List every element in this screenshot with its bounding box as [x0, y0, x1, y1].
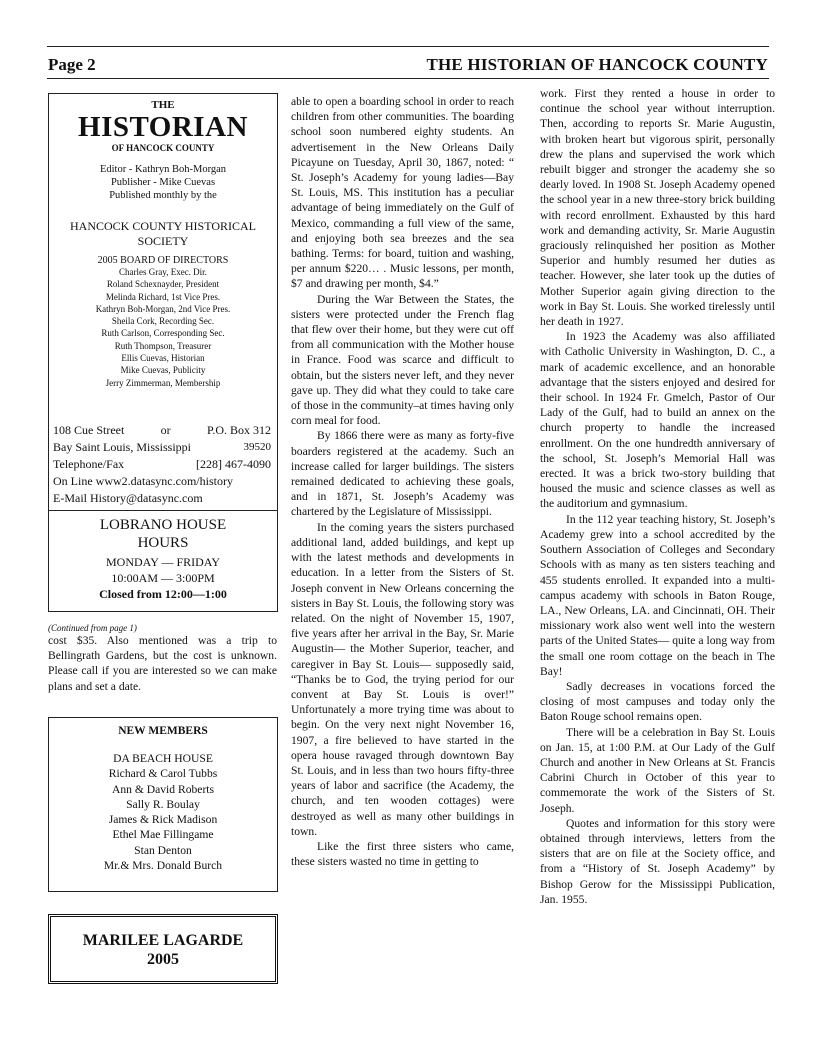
- member-name: Richard & Carol Tubbs: [108, 767, 218, 781]
- honoree-banner: [48, 914, 278, 984]
- continued-note: (Continued from page 1): [48, 623, 137, 633]
- hours-title-line-1: LOBRANO HOUSE: [99, 517, 227, 533]
- new-members-title: NEW MEMBERS: [118, 725, 208, 737]
- phone-row: [53, 456, 271, 473]
- article-column-3: [540, 86, 775, 907]
- board-member: Mike Cuevas, Publicity: [120, 365, 206, 376]
- hours-days: MONDAY — FRIDAY: [105, 555, 221, 569]
- board-member: Sheila Cork, Recording Sec.: [111, 316, 215, 327]
- member-name: Mr.& Mrs. Donald Burch: [103, 859, 223, 873]
- board-member: Melinda Richard, 1st Vice Pres.: [105, 291, 221, 302]
- board-member: Charles Gray, Exec. Dir.: [119, 267, 207, 277]
- phone-number: [228] 467-4090: [196, 457, 271, 471]
- hours-closed: Closed from 12:00—1:00: [99, 587, 227, 601]
- new-members-box: [48, 717, 278, 892]
- member-name: DA BEACH HOUSE: [113, 752, 213, 765]
- board-member: Jerry Zimmerman, Membership: [105, 377, 221, 388]
- article-paragraph: In the 112 year teaching history, St. Joseph’s Academy grew into a school accredited by the Southern Association of Colleges and Secondary Schools with as many as ten sisters teaching and 455 students enrolled. It expanded into a multi-campus academy with schools in Baton Rouge, LA., New Orleans, LA. and Cincinnati, OH. Their missionary work also went well into the western parts of the United States— quite a long way from the small one room cottage on the beach in The Bay!: [540, 512, 775, 678]
- city-row: [53, 439, 271, 456]
- article-paragraph: Quotes and information for this story were obtained through interviews, letters from the sisters that are on file at the Society office, and from a “History of St. Joseph Academy” by Bishop Gerow for the Mississippi Publication, Jan. 1955.: [540, 816, 775, 906]
- board-title: 2005 BOARD OF DIRECTORS: [97, 255, 229, 266]
- masthead-box: [48, 93, 278, 511]
- masthead-title: HISTORIAN: [78, 111, 248, 143]
- board-member: Ruth Thompson, Treasurer: [114, 340, 212, 351]
- header-bottom-rule: [47, 78, 769, 79]
- article-paragraph: work. First they rented a house in order to continue the school year without interruption. Then, according to reports Sr. Marie Augustin, with broken heart but vigorous spirit, personally drew the plans and supervised the work which rebuilt bigger and stronger the academy she so dearly loved. In 1908 St. Joseph Academy opened the school year in a new three-story brick building with record enrollment. Exhausted by this hard work and demanding activity, Sr. Marie Augustin graciously relinquished her position as Mother Superior and humbly resumed her duties as teacher. However, she later took up the duties of Mother Superior again giving direction to the work in Bay St. Louis. She worked tirelessly until her death in 1927.: [540, 87, 775, 329]
- article-paragraph: Sadly decreases in vocations forced the closing of most campuses and today only the Baton Rouge school remains open.: [540, 679, 775, 724]
- page-number: Page 2: [48, 55, 96, 74]
- member-name: Sally R. Boulay: [126, 797, 200, 811]
- article-paragraph: Like the first three sisters who came, these sisters wasted no time in getting to: [291, 839, 514, 869]
- po-box: P.O. Box 312: [206, 423, 271, 437]
- address-row: [53, 422, 271, 439]
- hours-title: [49, 516, 277, 552]
- article-paragraph: In the coming years the sisters purchased additional land, added buildings, and kept up with the latest methods and developments in education. In a letter from the Sisters of St. Joseph convent in New Orleans concerning the sisters in Bay St. Louis, the following story was related. On the night of November 15, 1907, five years after her arrival in the Bay, Sr. Marie Augustin— the Mother Superior, teacher, and caregiver in Bay St. Louis— supposedly said, “Thanks be to God, the trying period for our convent at Bay St. Louis is over!” Unfortunately a more trying time was about to begin. On the very next night November 16, 1907, a fire believed to have started in the opera house ravaged through downtown Bay St. Louis, and in less than two hours fifty-three years of labor and sacrifice (the Academy, the church, and ten wooden cottages) were destroyed as well as many other buildings in town.: [291, 520, 514, 838]
- society-line-1: HANCOCK COUNTY HISTORICAL: [69, 219, 256, 233]
- member-name: James & Rick Madison: [108, 813, 218, 827]
- board-list: [49, 266, 277, 389]
- published-by-line: Published monthly by the: [109, 190, 217, 201]
- article-paragraph: By 1866 there were as many as forty-five boarders registered at the academy. Such an increase called for larger buildings. The sisters remained dedicated to achieving these goals, and in 1871, St. Joseph’s Academy was chartered by the Legislature of Mississippi.: [291, 429, 514, 519]
- masthead-the: THE: [151, 99, 175, 111]
- board-member: Kathryn Boh-Morgan, 2nd Vice Pres.: [95, 303, 231, 314]
- member-name: Ethel Mae Fillingame: [112, 828, 214, 842]
- contact-block: [53, 422, 271, 507]
- address-or: or: [160, 423, 171, 437]
- website-line: On Line www2.datasync.com/history: [53, 474, 233, 488]
- header-top-rule: [47, 46, 769, 47]
- board-member: Ellis Cuevas, Historian: [121, 353, 205, 364]
- publisher-line: Publisher - Mike Cuevas: [110, 177, 216, 188]
- zip-code: 39520: [243, 441, 271, 453]
- phone-label: Telephone/Fax: [53, 457, 125, 471]
- society-name: [49, 219, 277, 249]
- banner-year: 2005: [147, 951, 179, 968]
- continued-section: [48, 623, 277, 694]
- member-name: Ann & David Roberts: [111, 782, 215, 796]
- street-address: 108 Cue Street: [53, 423, 125, 437]
- masthead-subtitle: OF HANCOCK COUNTY: [111, 143, 215, 153]
- article-paragraph: During the War Between the States, the sisters were protected under the French flag that flew over their home, but they were cut off from all communication with the Mother house in France. Food was scarce and difficult to obtain, but the sisters never left, and they never gave up. They did what they could to take care of those in the community–at times having only corn meal for food.: [291, 292, 514, 428]
- article-paragraph: able to open a boarding school in order to reach children from other communities. The boarding school soon numbered eighty students. An advertisement in the New Orleans Daily Picayune on Tuesday, April 30, 1867, noted: “ St. Joseph’s Academy for young ladies—Bay St. Louis, MS. This institution has a peculiar advantage of being immediately on the Gulf of Mexico, commanding a full view of the same, and enjoying both sea breezes and the sea bathing. Terms: for board, tuition and washing, per annum $220… . Music lessons, per month, $7 and drawing per month, $4.”: [291, 95, 514, 291]
- society-line-2: SOCIETY: [137, 234, 189, 248]
- email-line: E-Mail History@datasync.com: [53, 491, 203, 505]
- article-column-2: [291, 94, 514, 869]
- article-paragraph: In 1923 the Academy was also affiliated with Catholic University in Washington, D. C., a mark of academic excellence, and an honorable advantage that the sisters enjoyed and desired for their school. In 1924 Fr. Gmelch, Pastor of Our Lady of the Gulf, had to build an annex on the church property to handle the increased enrollment. On the one hundredth anniversary of the school, St. Joseph’s Memorial Hall was erected. It was a brick two-story building that housed the music and science classes as well as the auditorium and gymnasium.: [540, 330, 775, 511]
- board-member: Roland Schexnayder, President: [106, 279, 220, 290]
- masthead-staff: [49, 163, 277, 202]
- hours-box: [48, 510, 278, 612]
- board-member: Ruth Carlson, Corresponding Sec.: [101, 328, 225, 339]
- hours-title-line-2: HOURS: [137, 535, 189, 551]
- member-name: Stan Denton: [134, 843, 192, 857]
- banner-name: MARILEE LAGARDE: [82, 932, 244, 949]
- city-state: Bay Saint Louis, Mississippi: [53, 440, 192, 454]
- article-paragraph: There will be a celebration in Bay St. Louis on Jan. 15, at 1:00 P.M. at Our Lady of the Gulf Church and another in New Orleans at St. Francis Cabrini Church in October of this year to commemorate the work of the Sisters of St. Joseph.: [540, 725, 775, 815]
- new-members-list: [49, 751, 277, 873]
- hours-times: 10:00AM — 3:00PM: [111, 571, 215, 585]
- continued-text: cost $35. Also mentioned was a trip to Bellingrath Gardens, but the cost is unknown. Please call if you are interested so we can make plans and set a date.: [48, 634, 277, 693]
- publication-title: THE HISTORIAN OF HANCOCK COUNTY: [426, 55, 768, 74]
- editor-line: Editor - Kathryn Boh-Morgan: [99, 164, 227, 175]
